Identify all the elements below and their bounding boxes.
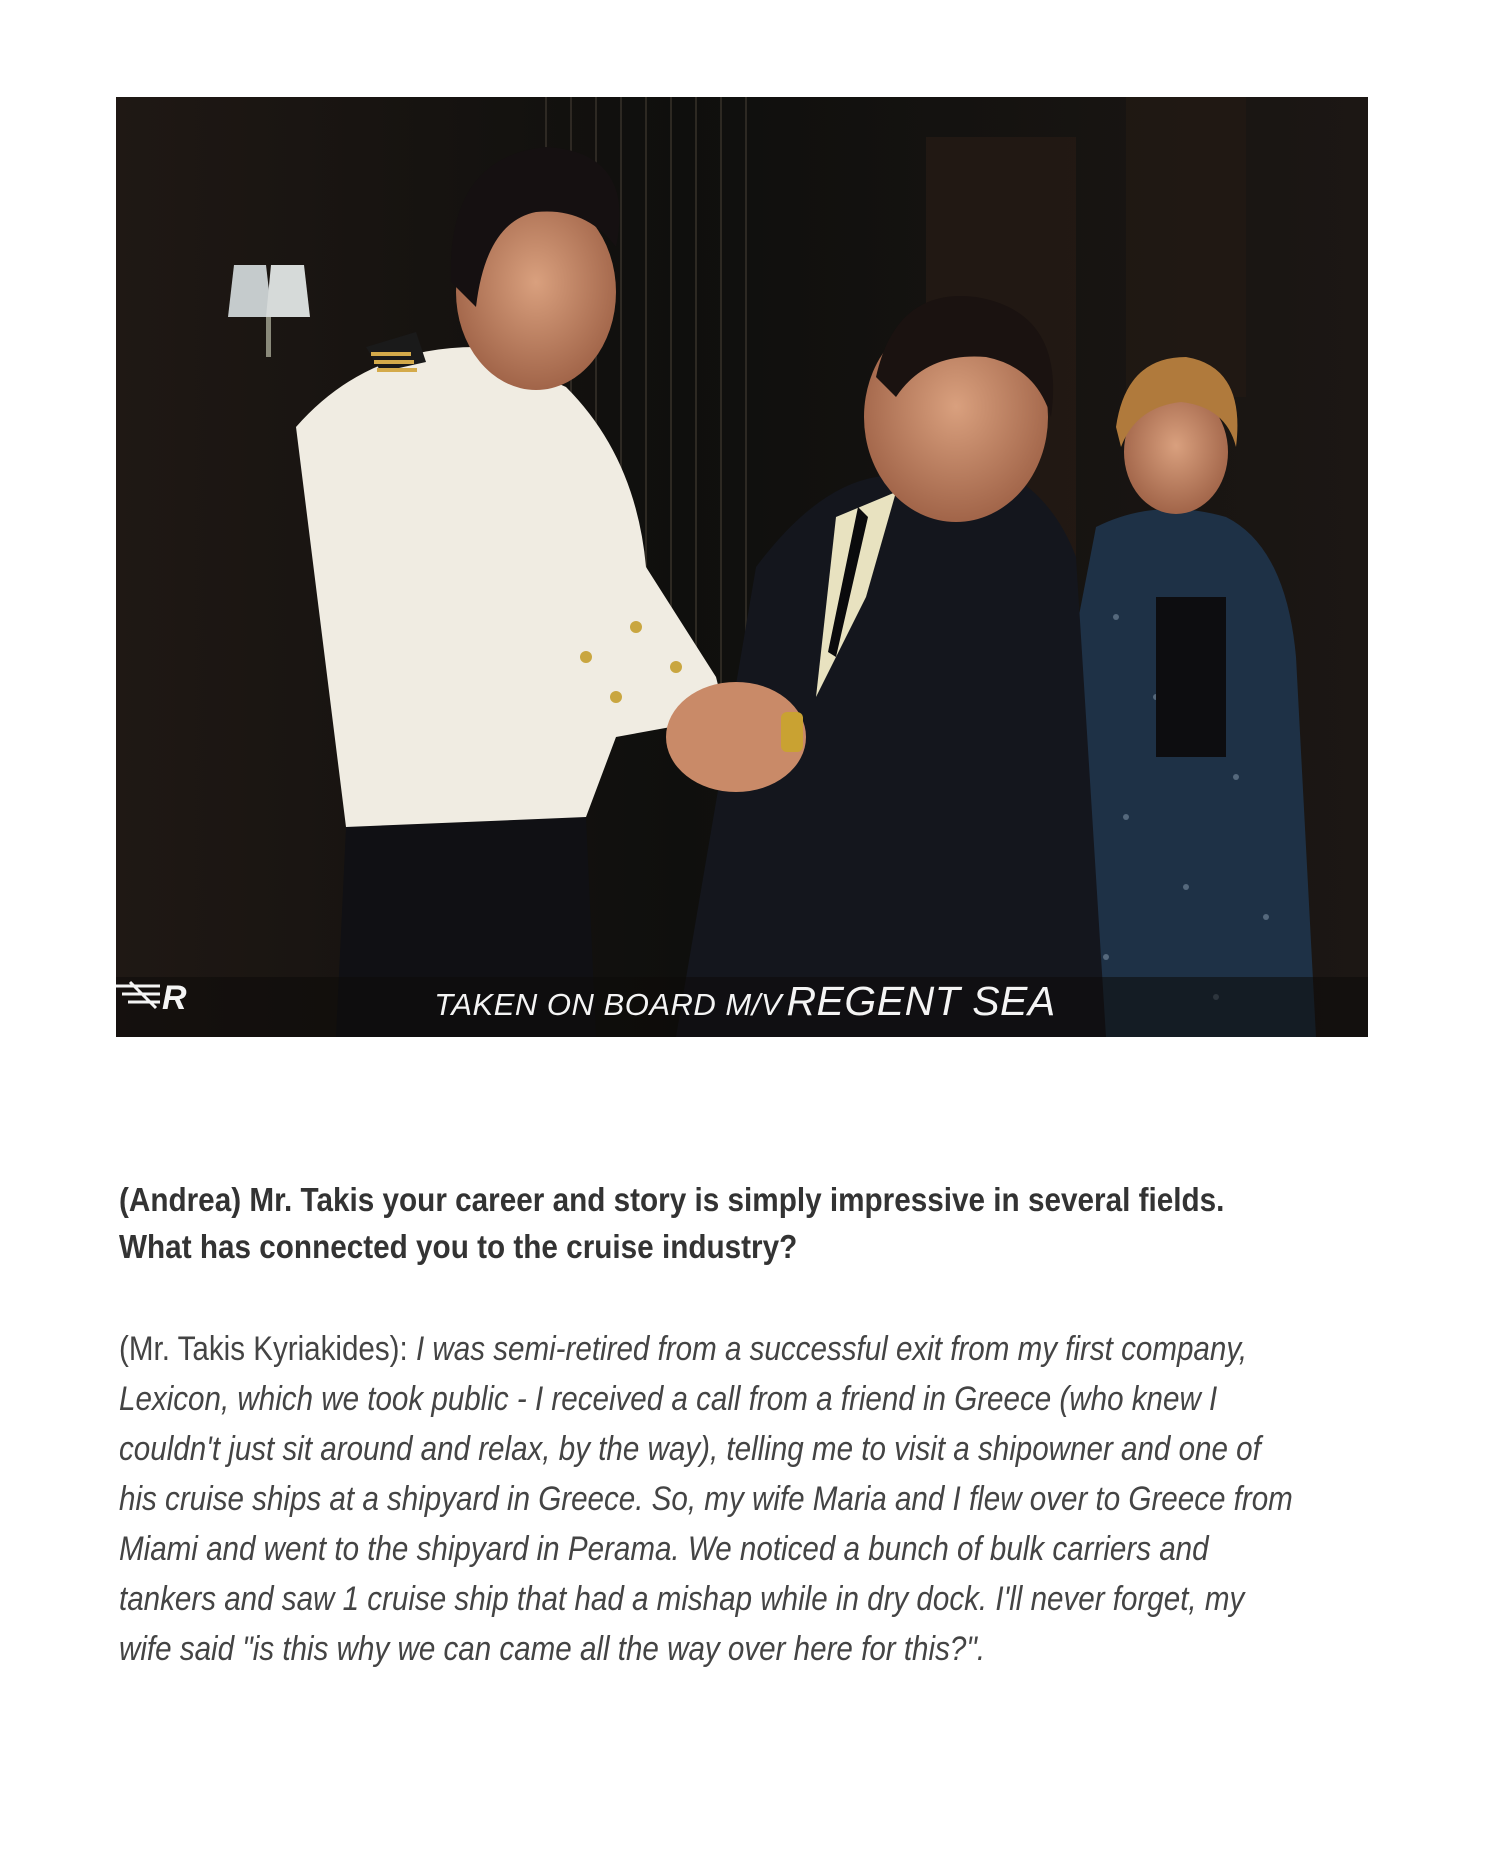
photo-caption xyxy=(116,978,1368,1025)
photograph xyxy=(116,97,1368,1037)
svg-text:R: R xyxy=(162,979,187,1012)
answer-speaker: (Mr. Takis Kyriakides): xyxy=(119,1330,408,1368)
interview-question: (Andrea) Mr. Takis your career and story is simply impressive in several fields. What has connected you to the cruise industry? xyxy=(119,1181,1225,1265)
answer-text: I was semi-retired from a successful exit from my first company, Lexicon, which we took public - I received a call from a friend in Greece (who knew I couldn't just sit around and relax, by the way), telling me to visit a shipowner and one of his cruise ships at a shipyard in Greece. So, my wife Maria and I flew over to Greece from Miami and went to the shipyard in Perama. We noticed a bunch of bulk carriers and tankers and saw 1 cruise ship that had a mishap while in dry dock. I'll never forget, my wife said "is this why we can came all the way over here for this?". xyxy=(119,1330,1293,1668)
caption-text-big: REGENT SEA xyxy=(786,978,1056,1024)
photo-scene xyxy=(116,97,1368,1037)
interview-answer xyxy=(119,1324,1302,1674)
caption-text-small: TAKEN ON BOARD M/V xyxy=(434,987,782,1022)
